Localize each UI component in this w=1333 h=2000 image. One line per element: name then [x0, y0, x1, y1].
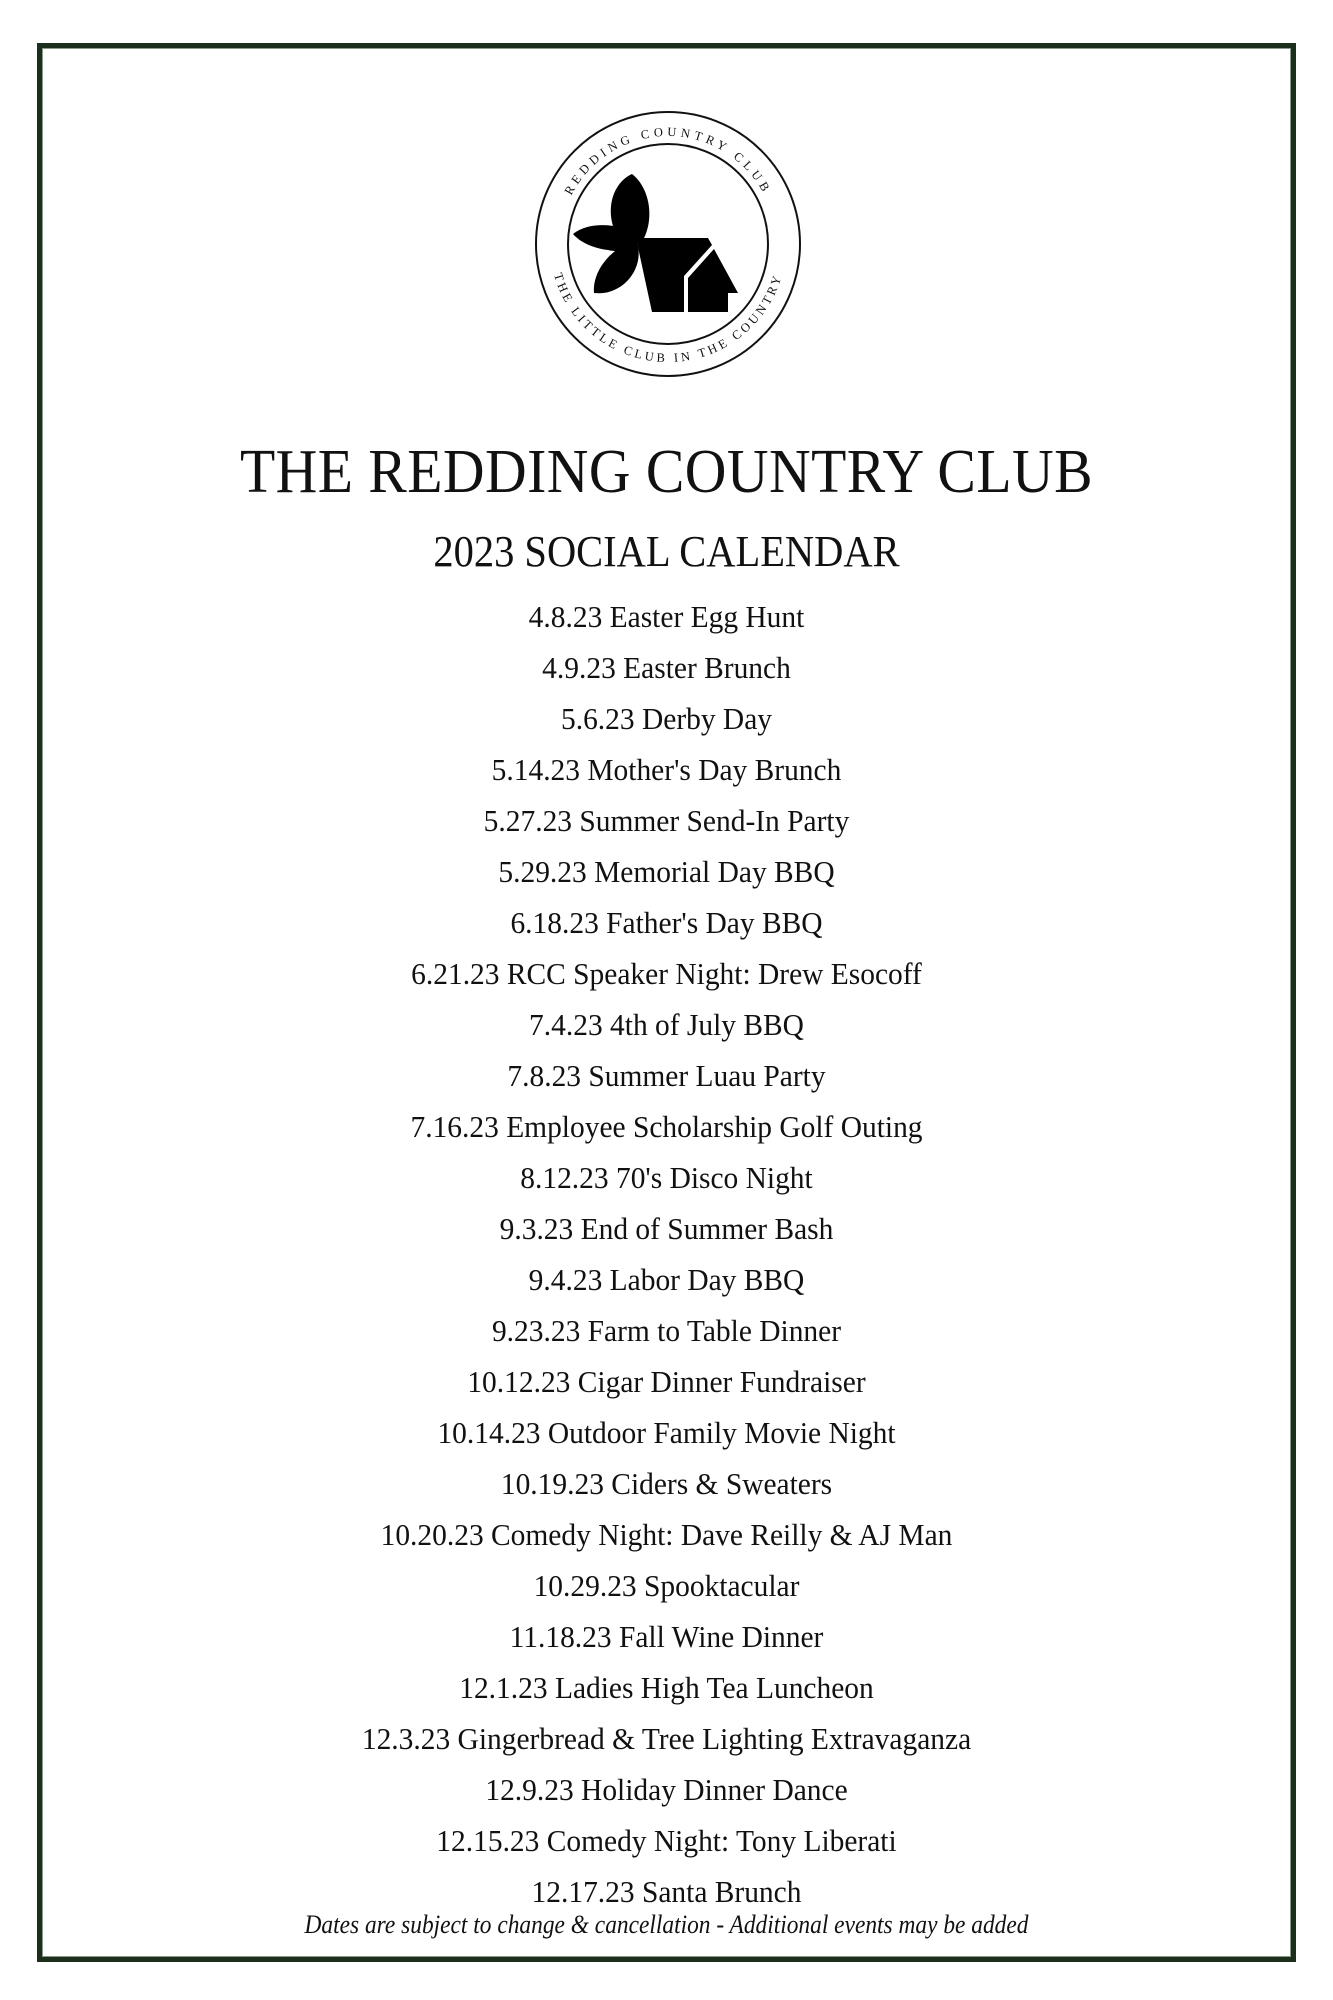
club-seal-logo-icon — [532, 108, 804, 380]
footer-disclaimer: Dates are subject to change & cancellation - Additional events may be added — [304, 1910, 1029, 1939]
event-item: 5.27.23 Summer Send-In Party — [483, 803, 850, 838]
leaf-and-house-icon — [573, 174, 738, 312]
event-item: 12.15.23 Comedy Night: Tony Liberati — [436, 1823, 897, 1858]
event-item: 10.29.23 Spooktacular — [533, 1568, 800, 1603]
event-item: 10.12.23 Cigar Dinner Fundraiser — [467, 1364, 866, 1399]
club-seal-logo — [532, 108, 804, 380]
event-item: 4.8.23 Easter Egg Hunt — [528, 599, 805, 634]
event-item: 10.20.23 Comedy Night: Dave Reilly & AJ Man — [380, 1517, 953, 1552]
event-item: 9.23.23 Farm to Table Dinner — [491, 1313, 842, 1348]
event-item: 7.4.23 4th of July BBQ — [529, 1007, 804, 1042]
event-item: 10.14.23 Outdoor Family Movie Night — [437, 1415, 896, 1450]
event-item: 9.4.23 Labor Day BBQ — [528, 1262, 805, 1297]
event-list — [0, 591, 1333, 1917]
page-subtitle: 2023 SOCIAL CALENDAR — [433, 527, 900, 576]
event-item: 7.16.23 Employee Scholarship Golf Outing — [410, 1109, 923, 1144]
event-item: 12.9.23 Holiday Dinner Dance — [485, 1772, 848, 1807]
event-item: 6.21.23 RCC Speaker Night: Drew Esocoff — [411, 956, 922, 991]
seal-text-top: REDDING COUNTRY CLUB — [561, 124, 775, 198]
event-item: 5.14.23 Mother's Day Brunch — [491, 752, 842, 787]
event-item: 10.19.23 Ciders & Sweaters — [500, 1466, 833, 1501]
event-item: 11.18.23 Fall Wine Dinner — [509, 1619, 824, 1654]
event-item: 9.3.23 End of Summer Bash — [499, 1211, 834, 1246]
seal-text-bottom: THE LITTLE CLUB IN THE COUNTRY — [551, 271, 785, 366]
event-item: 5.29.23 Memorial Day BBQ — [498, 854, 835, 889]
event-item: 4.9.23 Easter Brunch — [542, 650, 791, 685]
event-item: 12.3.23 Gingerbread & Tree Lighting Extravaganza — [361, 1721, 972, 1756]
page-title: THE REDDING COUNTRY CLUB — [239, 438, 1094, 506]
event-item: 12.17.23 Santa Brunch — [531, 1874, 802, 1909]
event-item: 6.18.23 Father's Day BBQ — [510, 905, 823, 940]
event-item: 5.6.23 Derby Day — [560, 701, 773, 736]
event-item: 7.8.23 Summer Luau Party — [507, 1058, 826, 1093]
event-item: 8.12.23 70's Disco Night — [520, 1160, 813, 1195]
event-item: 12.1.23 Ladies High Tea Luncheon — [459, 1670, 874, 1705]
